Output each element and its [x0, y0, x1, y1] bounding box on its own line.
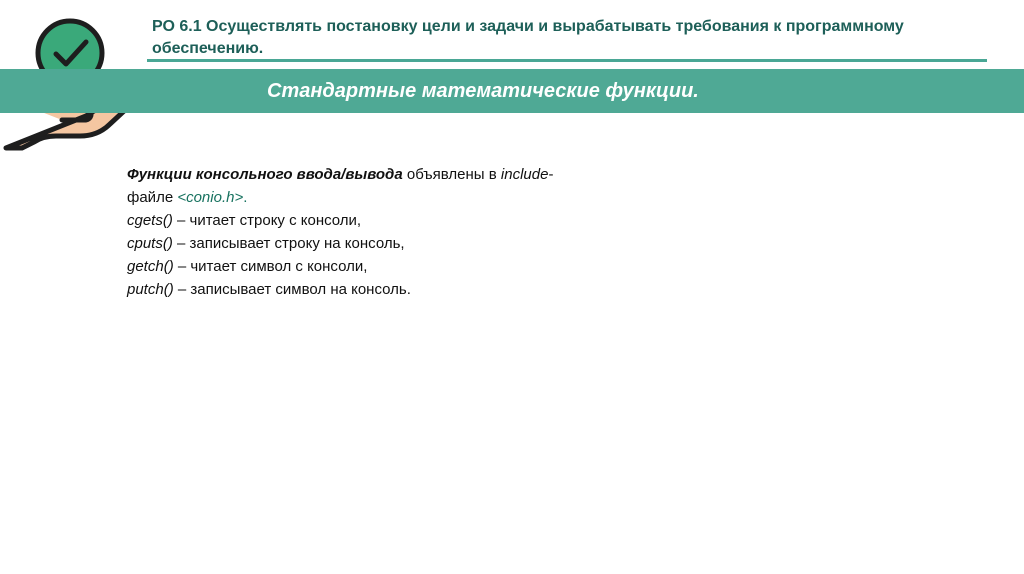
function-item-putch	[127, 278, 647, 301]
function-item-cgets	[127, 209, 647, 232]
intro-line-1	[127, 163, 647, 186]
function-desc: – записывает строку на консоль,	[172, 235, 405, 252]
function-desc: – записывает символ на консоль.	[173, 281, 411, 298]
function-name: cputs()	[127, 235, 173, 252]
header-divider	[147, 59, 987, 62]
intro-line-2	[127, 186, 647, 209]
header-file-name: <conio.h>	[177, 189, 244, 206]
content-text	[127, 163, 647, 301]
function-item-getch	[127, 255, 647, 278]
intro-bold: Функции консольного ввода/вывода	[127, 166, 403, 183]
intro-text: объявлены в	[402, 166, 501, 183]
section-banner	[0, 69, 1024, 113]
section-title: Стандартные математические функции.	[267, 80, 699, 102]
function-desc: – читает символ с консоли,	[173, 258, 368, 275]
course-outcome-title: РО 6.1 Осуществлять постановку цели и задачи и вырабатывать требования к программному обеспечению.	[152, 18, 904, 57]
intro-file-word: файле	[127, 189, 178, 206]
function-name: getch()	[127, 258, 174, 275]
function-name: cgets()	[127, 212, 173, 229]
intro-include: include	[500, 166, 549, 183]
intro-period: .	[243, 189, 248, 206]
function-desc: – читает строку с консоли,	[172, 212, 362, 229]
intro-hyphen: -	[548, 166, 554, 183]
function-name: putch()	[127, 281, 174, 298]
function-item-cputs	[127, 232, 647, 255]
